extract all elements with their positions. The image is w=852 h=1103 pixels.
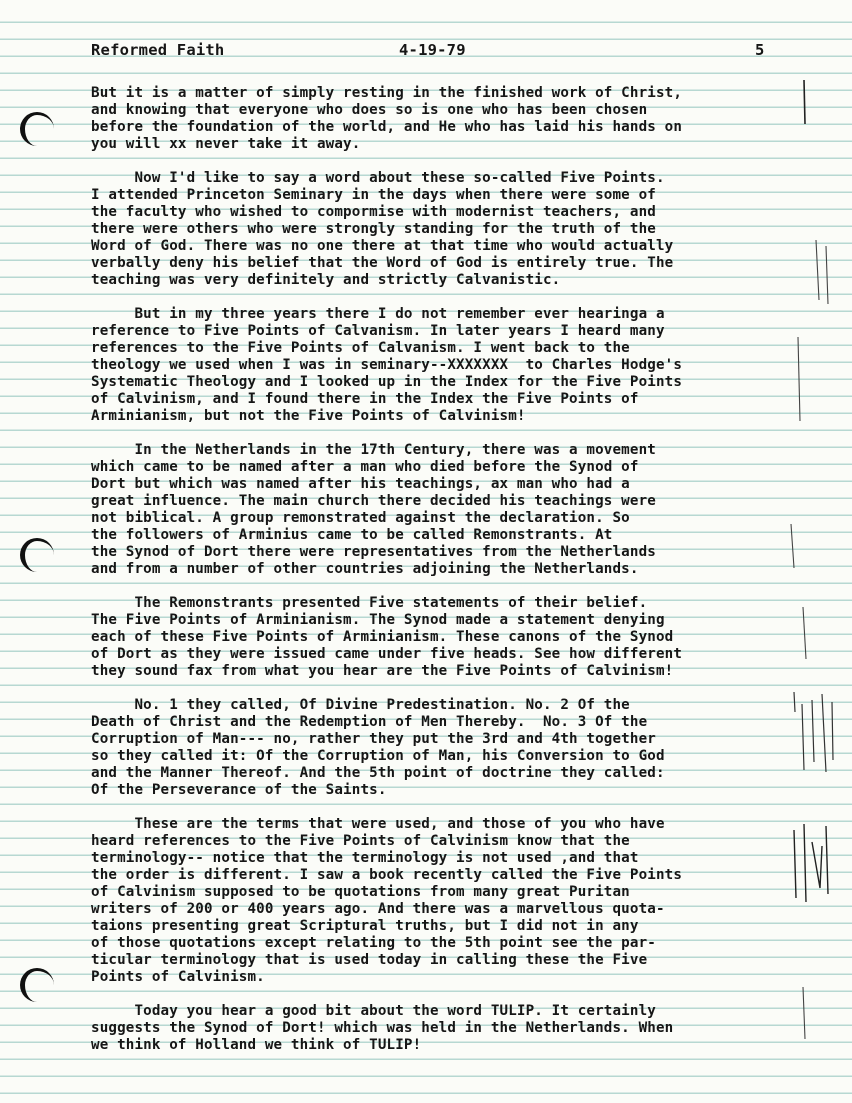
punch-hole-middle [20, 538, 54, 572]
document-title: Reformed Faith [91, 41, 225, 59]
margin-mark-3 [792, 335, 806, 425]
punch-hole-bottom [20, 968, 54, 1002]
paragraph-7: These are the terms that were used, and those of you who have heard references to the Five Points of Calvinism know that the terminology-- notice that the terminology is not used ,and that the order is different. I saw a book recently called the Five Points of Calvinism supposed to be quotations from many great Puritan writers of 200 or 400 years ago. And there was a marvellous quota- taions presenting great Scriptural truths, but I did not in any of those quotations except relating to the 5th point see the par- ticular terminology that is used today in calling these the Five Points of Calvinism. [91, 816, 683, 985]
page-header [91, 41, 771, 61]
margin-mark-7 [788, 818, 838, 908]
margin-mark-8 [798, 985, 812, 1045]
margin-mark-5 [794, 605, 814, 665]
paragraph-6: No. 1 they called, Of Divine Predestination. No. 2 Of the Death of Christ and the Redemption of Men Thereby. No. 3 Of the Corruption of Man--- no, rather they put the 3rd and 4th together so they called it: Of the Corruption of Man, his Conversion to God and the Manner Thereof. And the 5th point of doctrine they called: Of the Perseverance of the Saints. [91, 697, 665, 798]
document-date: 4-19-79 [399, 41, 466, 59]
paragraph-8: Today you hear a good bit about the word TULIP. It certainly suggests the Synod of Dort! which was held in the Netherlands. When we think of Holland we think of TULIP! [91, 1003, 674, 1053]
page-number: 5 [755, 41, 765, 59]
margin-mark-4 [786, 522, 800, 572]
margin-mark-2 [812, 238, 832, 308]
paragraph-4: In the Netherlands in the 17th Century, there was a movement which came to be named after a man who died before the Synod of Dort but which was named after his teachings, ax man who had a great influence. The main church there decided his teachings were not biblical. A group remonstrated against the declaration. So the followers of Arminius came to be called Remonstrants. At the Synod of Dort there were representatives from the Netherlands and from a number of other countries adjoining the Netherlands. [91, 442, 656, 577]
punch-hole-top [20, 112, 54, 146]
paragraph-5: The Remonstrants presented Five statements of their belief. The Five Points of Arminianism. The Synod made a statement denying each of these Five Points of Arminianism. These canons of the Synod of Dort as they were issued came under five heads. See how different they sound fax from what you hear are the Five Points of Calvinism! [91, 595, 683, 679]
margin-mark-6 [790, 690, 840, 780]
page-body [91, 85, 811, 1071]
paragraph-3: But in my three years there I do not remember ever hearinga a reference to Five Points of Calvanism. In later years I heard many references to the Five Points of Calvanism. I went back to the theology we used when I was in seminary--XXXXXXX to Charles Hodge's Systematic Theology and I looked up in the Index for the Five Points of Calvinism, and I found there in the Index the Five Points of Arminianism, but not the Five Points of Calvinism! [91, 306, 683, 424]
paragraph-1: But it is a matter of simply resting in the finished work of Christ, and knowing that everyone who does so is one who has been chosen before the foundation of the world, and He who has laid his hands on you will xx never take it away. [91, 85, 683, 152]
margin-mark-1 [800, 78, 812, 128]
paragraph-2: Now I'd like to say a word about these so-called Five Points. I attended Princeton Seminary in the days when there were some of the faculty who wished to compormise with modernist teachers, and there were others who were strongly standing for the truth of the Word of God. There was no one there at that time who would actually verbally deny his belief that the Word of God is entirely true. The teaching was very definitely and strictly Calvanistic. [91, 170, 674, 288]
